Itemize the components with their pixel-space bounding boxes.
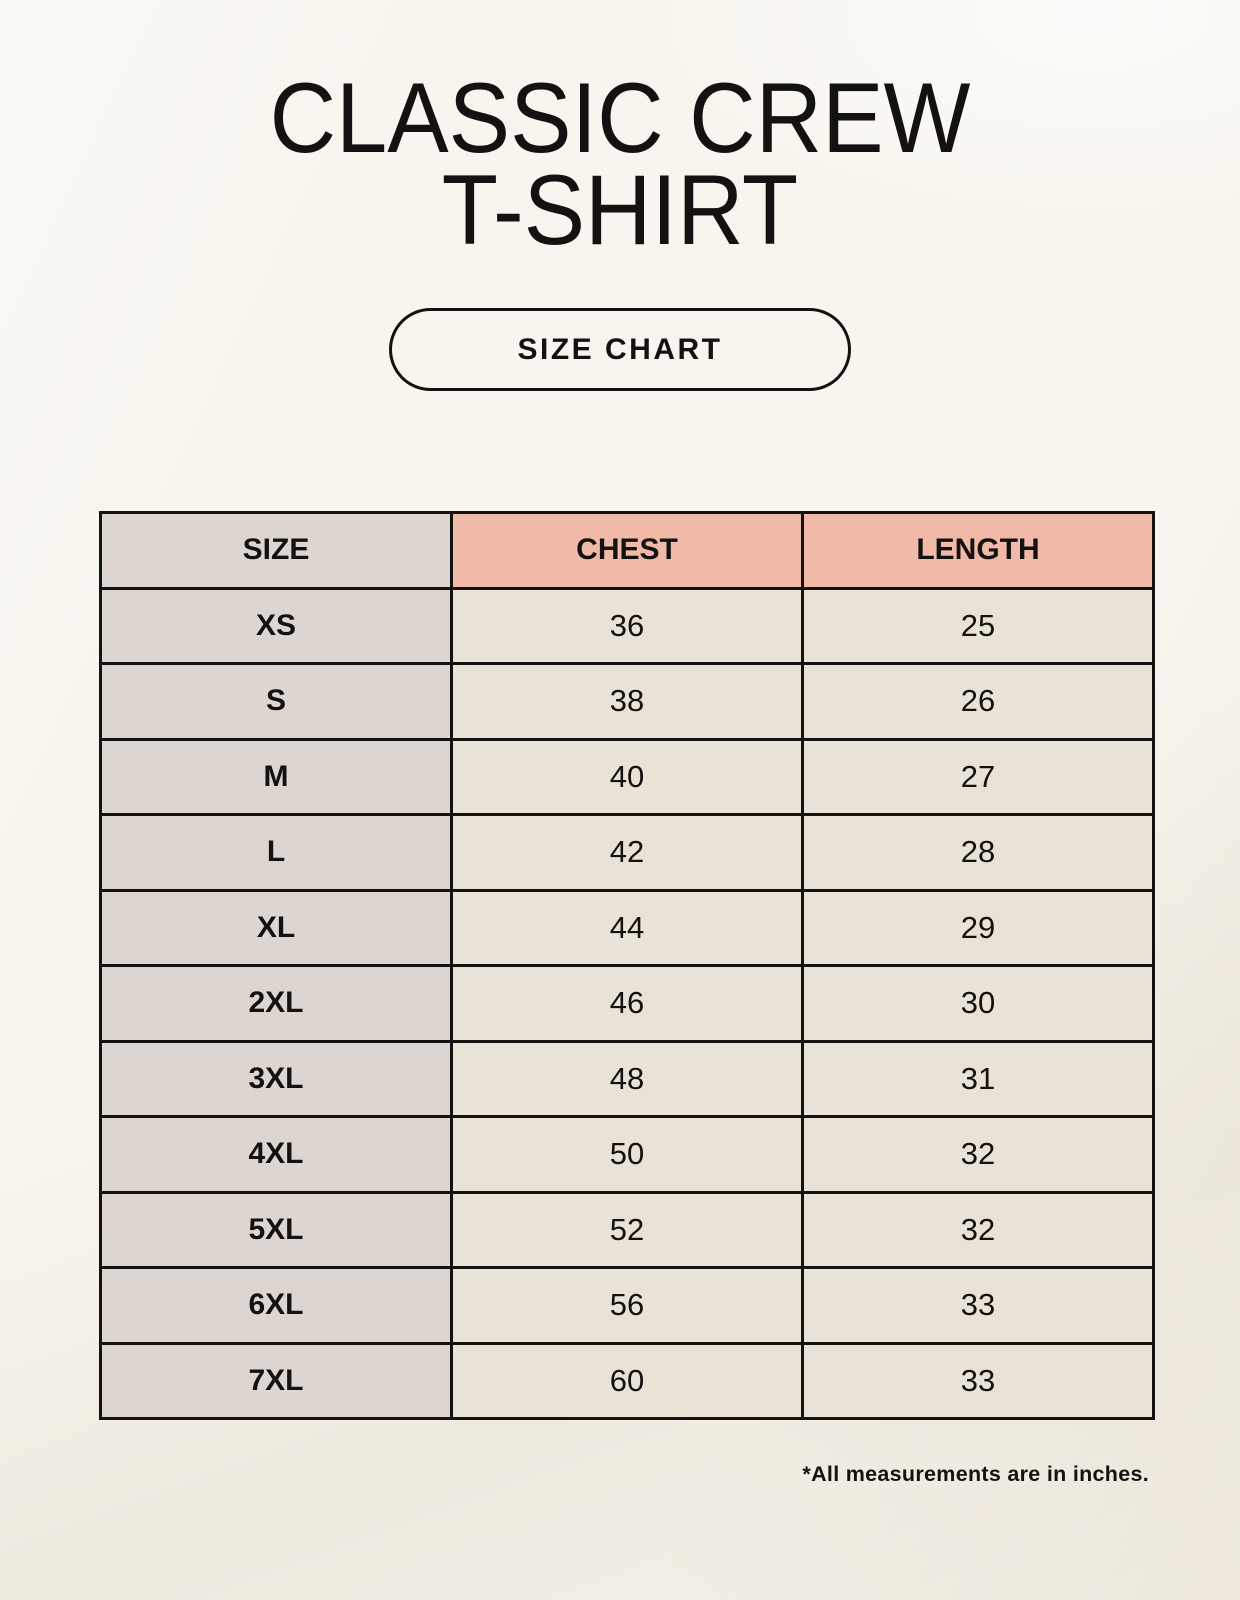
size-cell: 4XL [101, 1117, 452, 1193]
chest-cell: 56 [452, 1268, 803, 1344]
size-cell: 2XL [101, 966, 452, 1042]
size-cell: L [101, 815, 452, 891]
size-chart-button-label: SIZE CHART [517, 332, 723, 366]
length-cell: 31 [803, 1041, 1154, 1117]
header-row [101, 513, 1154, 589]
table-row [101, 966, 1154, 1042]
chest-cell: 38 [452, 664, 803, 740]
column-header-size: SIZE [101, 513, 452, 589]
size-cell: 7XL [101, 1343, 452, 1419]
column-header-chest: CHEST [452, 513, 803, 589]
size-chart-button[interactable] [389, 308, 851, 391]
chest-cell: 50 [452, 1117, 803, 1193]
length-cell: 26 [803, 664, 1154, 740]
length-cell: 27 [803, 739, 1154, 815]
length-cell: 32 [803, 1117, 1154, 1193]
length-cell: 33 [803, 1268, 1154, 1344]
length-cell: 25 [803, 588, 1154, 664]
size-cell: S [101, 664, 452, 740]
size-cell: M [101, 739, 452, 815]
length-cell: 29 [803, 890, 1154, 966]
table-row [101, 664, 1154, 740]
page-title-line2: T-SHIRT [441, 154, 799, 266]
length-cell: 32 [803, 1192, 1154, 1268]
size-table [99, 511, 1155, 1420]
table-row [101, 1192, 1154, 1268]
chest-cell: 42 [452, 815, 803, 891]
length-cell: 30 [803, 966, 1154, 1042]
chest-cell: 44 [452, 890, 803, 966]
length-cell: 33 [803, 1343, 1154, 1419]
column-header-length: LENGTH [803, 513, 1154, 589]
size-cell: 6XL [101, 1268, 452, 1344]
chest-cell: 36 [452, 588, 803, 664]
size-cell: 5XL [101, 1192, 452, 1268]
page-title-line1: CLASSIC CREW [269, 62, 971, 173]
page-title [43, 0, 1196, 266]
table-row [101, 1117, 1154, 1193]
chest-cell: 48 [452, 1041, 803, 1117]
measurements-note: *All measurements are in inches. [802, 1462, 1149, 1486]
chest-cell: 60 [452, 1343, 803, 1419]
length-cell: 28 [803, 815, 1154, 891]
size-cell: XL [101, 890, 452, 966]
size-table-header [101, 513, 1154, 589]
table-row [101, 815, 1154, 891]
table-row [101, 739, 1154, 815]
chest-cell: 52 [452, 1192, 803, 1268]
size-table-body [101, 588, 1154, 1419]
table-row [101, 1041, 1154, 1117]
size-cell: 3XL [101, 1041, 452, 1117]
table-row [101, 1268, 1154, 1344]
chest-cell: 46 [452, 966, 803, 1042]
table-row [101, 1343, 1154, 1419]
size-cell: XS [101, 588, 452, 664]
chest-cell: 40 [452, 739, 803, 815]
table-row [101, 588, 1154, 664]
table-row [101, 890, 1154, 966]
